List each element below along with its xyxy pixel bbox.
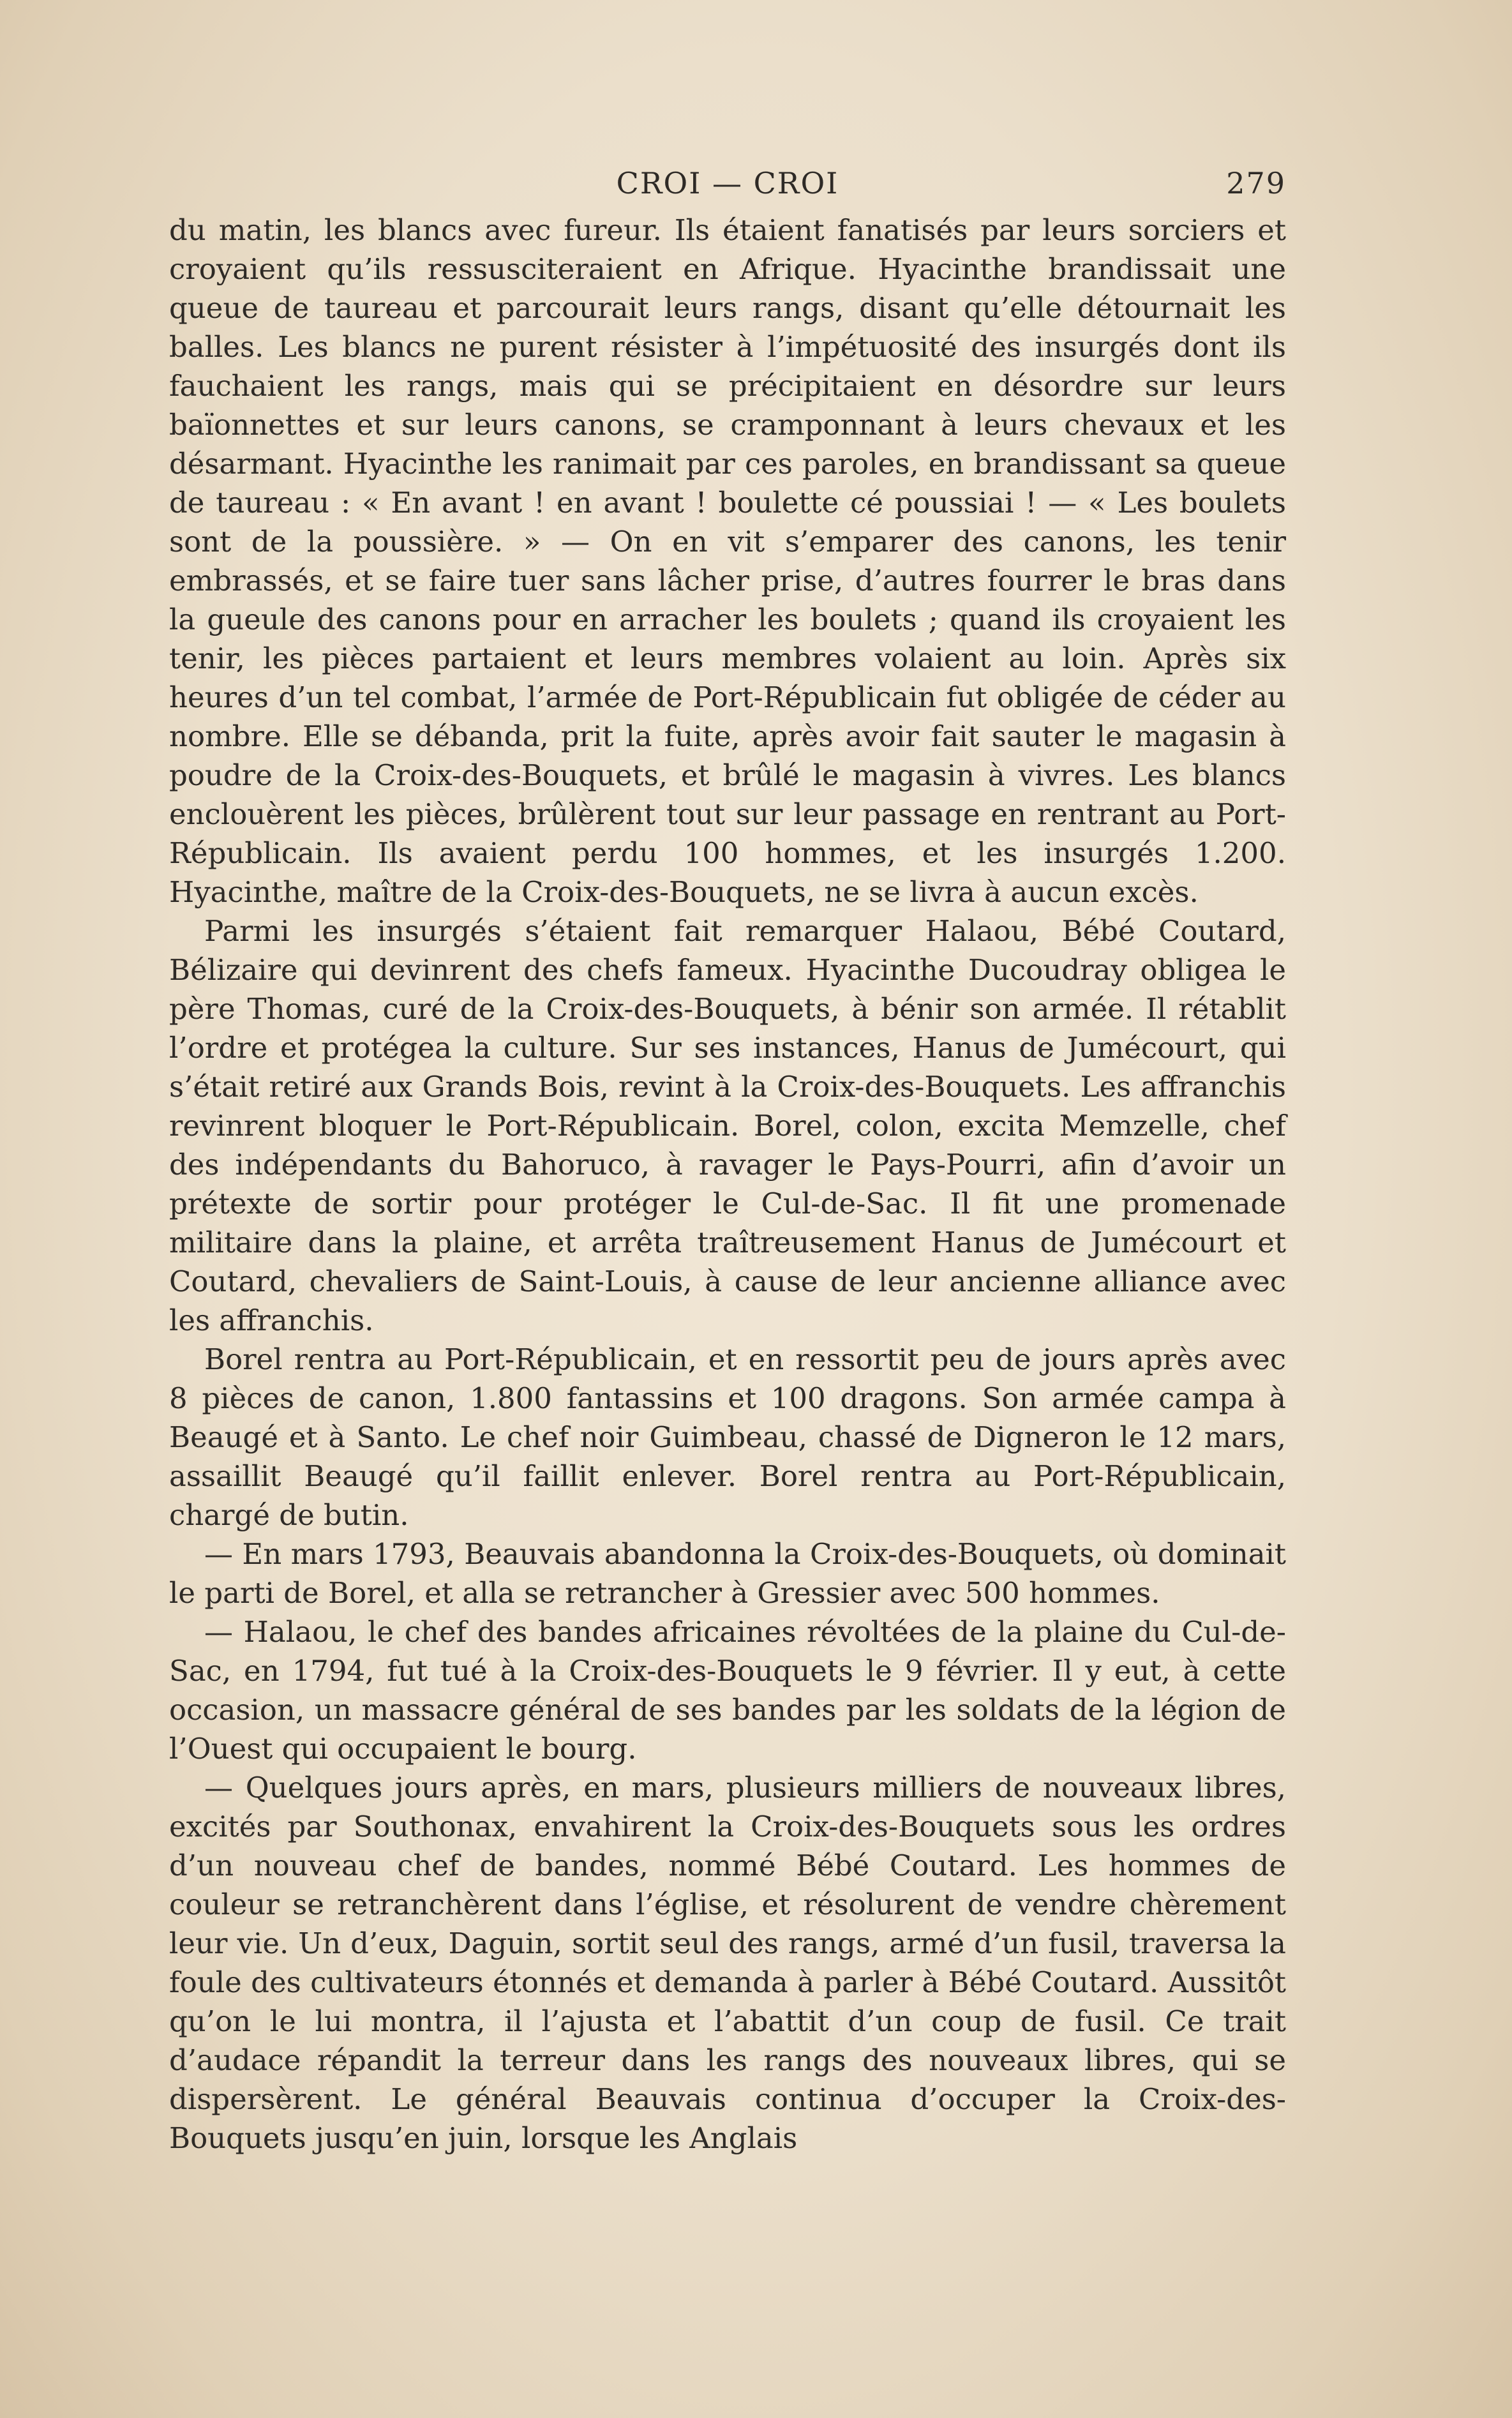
paragraph-2: Parmi les insurgés s’étaient fait remarquer Halaou, Bébé Coutard, Bélizaire qui devinrent des chefs fameux. Hyacinthe Ducoudray obligea le père Thomas, curé de la Croix-des-Bouquets, à bénir son armée. Il rétablit l’ordre et protégea la culture. Sur ses instances, Hanus de Jumécourt, qui s’était retiré aux Grands Bois, revint à la Croix-des-Bouquets. Les affranchis revinrent bloquer le Port-Républicain. Borel, colon, excita Memzelle, chef des indépendants du Bahoruco, à ravager le Pays-Pourri, afin d’avoir un prétexte de sortir pour protéger le Cul-de-Sac. Il fit une promenade militaire dans la plaine, et arrêta traîtreusement Hanus de Jumécourt et Coutard, chevaliers de Saint-Louis, à cause de leur ancienne alliance avec les affranchis. [169,914,1286,1337]
paragraph-5: — Halaou, le chef des bandes africaines révoltées de la plaine du Cul-de-Sac, en 1794, fut tué à la Croix-des-Bouquets le 9 février. Il y eut, à cette occasion, un massacre général de ses bandes par les soldats de la légion de l’Ouest qui occupaient le bourg. [169,1615,1286,1766]
paragraph-6: — Quelques jours après, en mars, plusieurs milliers de nouveaux libres, excités par Southonax, envahirent la Croix-des-Bouquets sous les ordres d’un nouveau chef de bandes, nommé Bébé Coutard. Les hommes de couleur se retranchèrent dans l’église, et résolurent de vendre chèrement leur vie. Un d’eux, Daguin, sortit seul des rangs, armé d’un fusil, traversa la foule des cultivateurs étonnés et demanda à parler à Bébé Coutard. Aussitôt qu’on le lui montra, il l’ajusta et l’abattit d’un coup de fusil. Ce trait d’audace répandit la terreur dans les rangs des nouveaux libres, qui se dispersèrent. Le général Beauvais continua d’occuper la Croix-des-Bouquets jusqu’en juin, lorsque les Anglais [169,1771,1286,2155]
paragraph-3: Borel rentra au Port-Républicain, et en ressortit peu de jours après avec 8 pièces de canon, 1.800 fantassins et 100 dragons. Son armée campa à Beaugé et à Santo. Le chef noir Guimbeau, chassé de Digneron le 12 mars, assaillit Beaugé qu’il faillit enlever. Borel rentra au Port-Républicain, chargé de butin. [169,1342,1286,1532]
running-title: CROI — CROI [616,166,839,200]
running-header [169,166,1286,211]
paragraph-4: — En mars 1793, Beauvais abandonna la Croix-des-Bouquets, où dominait le parti de Borel, et alla se retrancher à Gressier avec 500 hommes. [169,1537,1286,1610]
page-number: 279 [1226,166,1286,200]
paragraph-1: du matin, les blancs avec fureur. Ils étaient fanatisés par leurs sorciers et croyaient qu’ils ressusciteraient en Afrique. Hyacinthe brandissait une queue de taureau et parcourait leurs rangs, disant qu’elle détournait les balles. Les blancs ne purent résister à l’impétuosité des insurgés dont ils fauchaient les rangs, mais qui se précipitaient en désordre sur leurs baïonnettes et sur leurs canons, se cramponnant à leurs chevaux et les désarmant. Hyacinthe les ranimait par ces paroles, en brandissant sa queue de taureau : « En avant ! en avant ! boulette cé poussiai ! — « Les boulets sont de la poussière. » — On en vit s’emparer des canons, les tenir embrassés, et se faire tuer sans lâcher prise, d’autres fourrer le bras dans la gueule des canons pour en arracher les boulets ; quand ils croyaient les tenir, les pièces partaient et leurs membres volaient au loin. Après six heures d’un tel combat, l’armée de Port-Républicain fut obligée de céder au nombre. Elle se débanda, prit la fuite, après avoir fait sauter le magasin à poudre de la Croix-des-Bouquets, et brûlé le magasin à vivres. Les blancs enclouèrent les pièces, brûlèrent tout sur leur passage en rentrant au Port-Républicain. Ils avaient perdu 100 hommes, et les insurgés 1.200. Hyacinthe, maître de la Croix-des-Bouquets, ne se livra à aucun excès. [169,213,1286,909]
body-text [169,211,1286,2158]
book-page [169,166,1286,2158]
